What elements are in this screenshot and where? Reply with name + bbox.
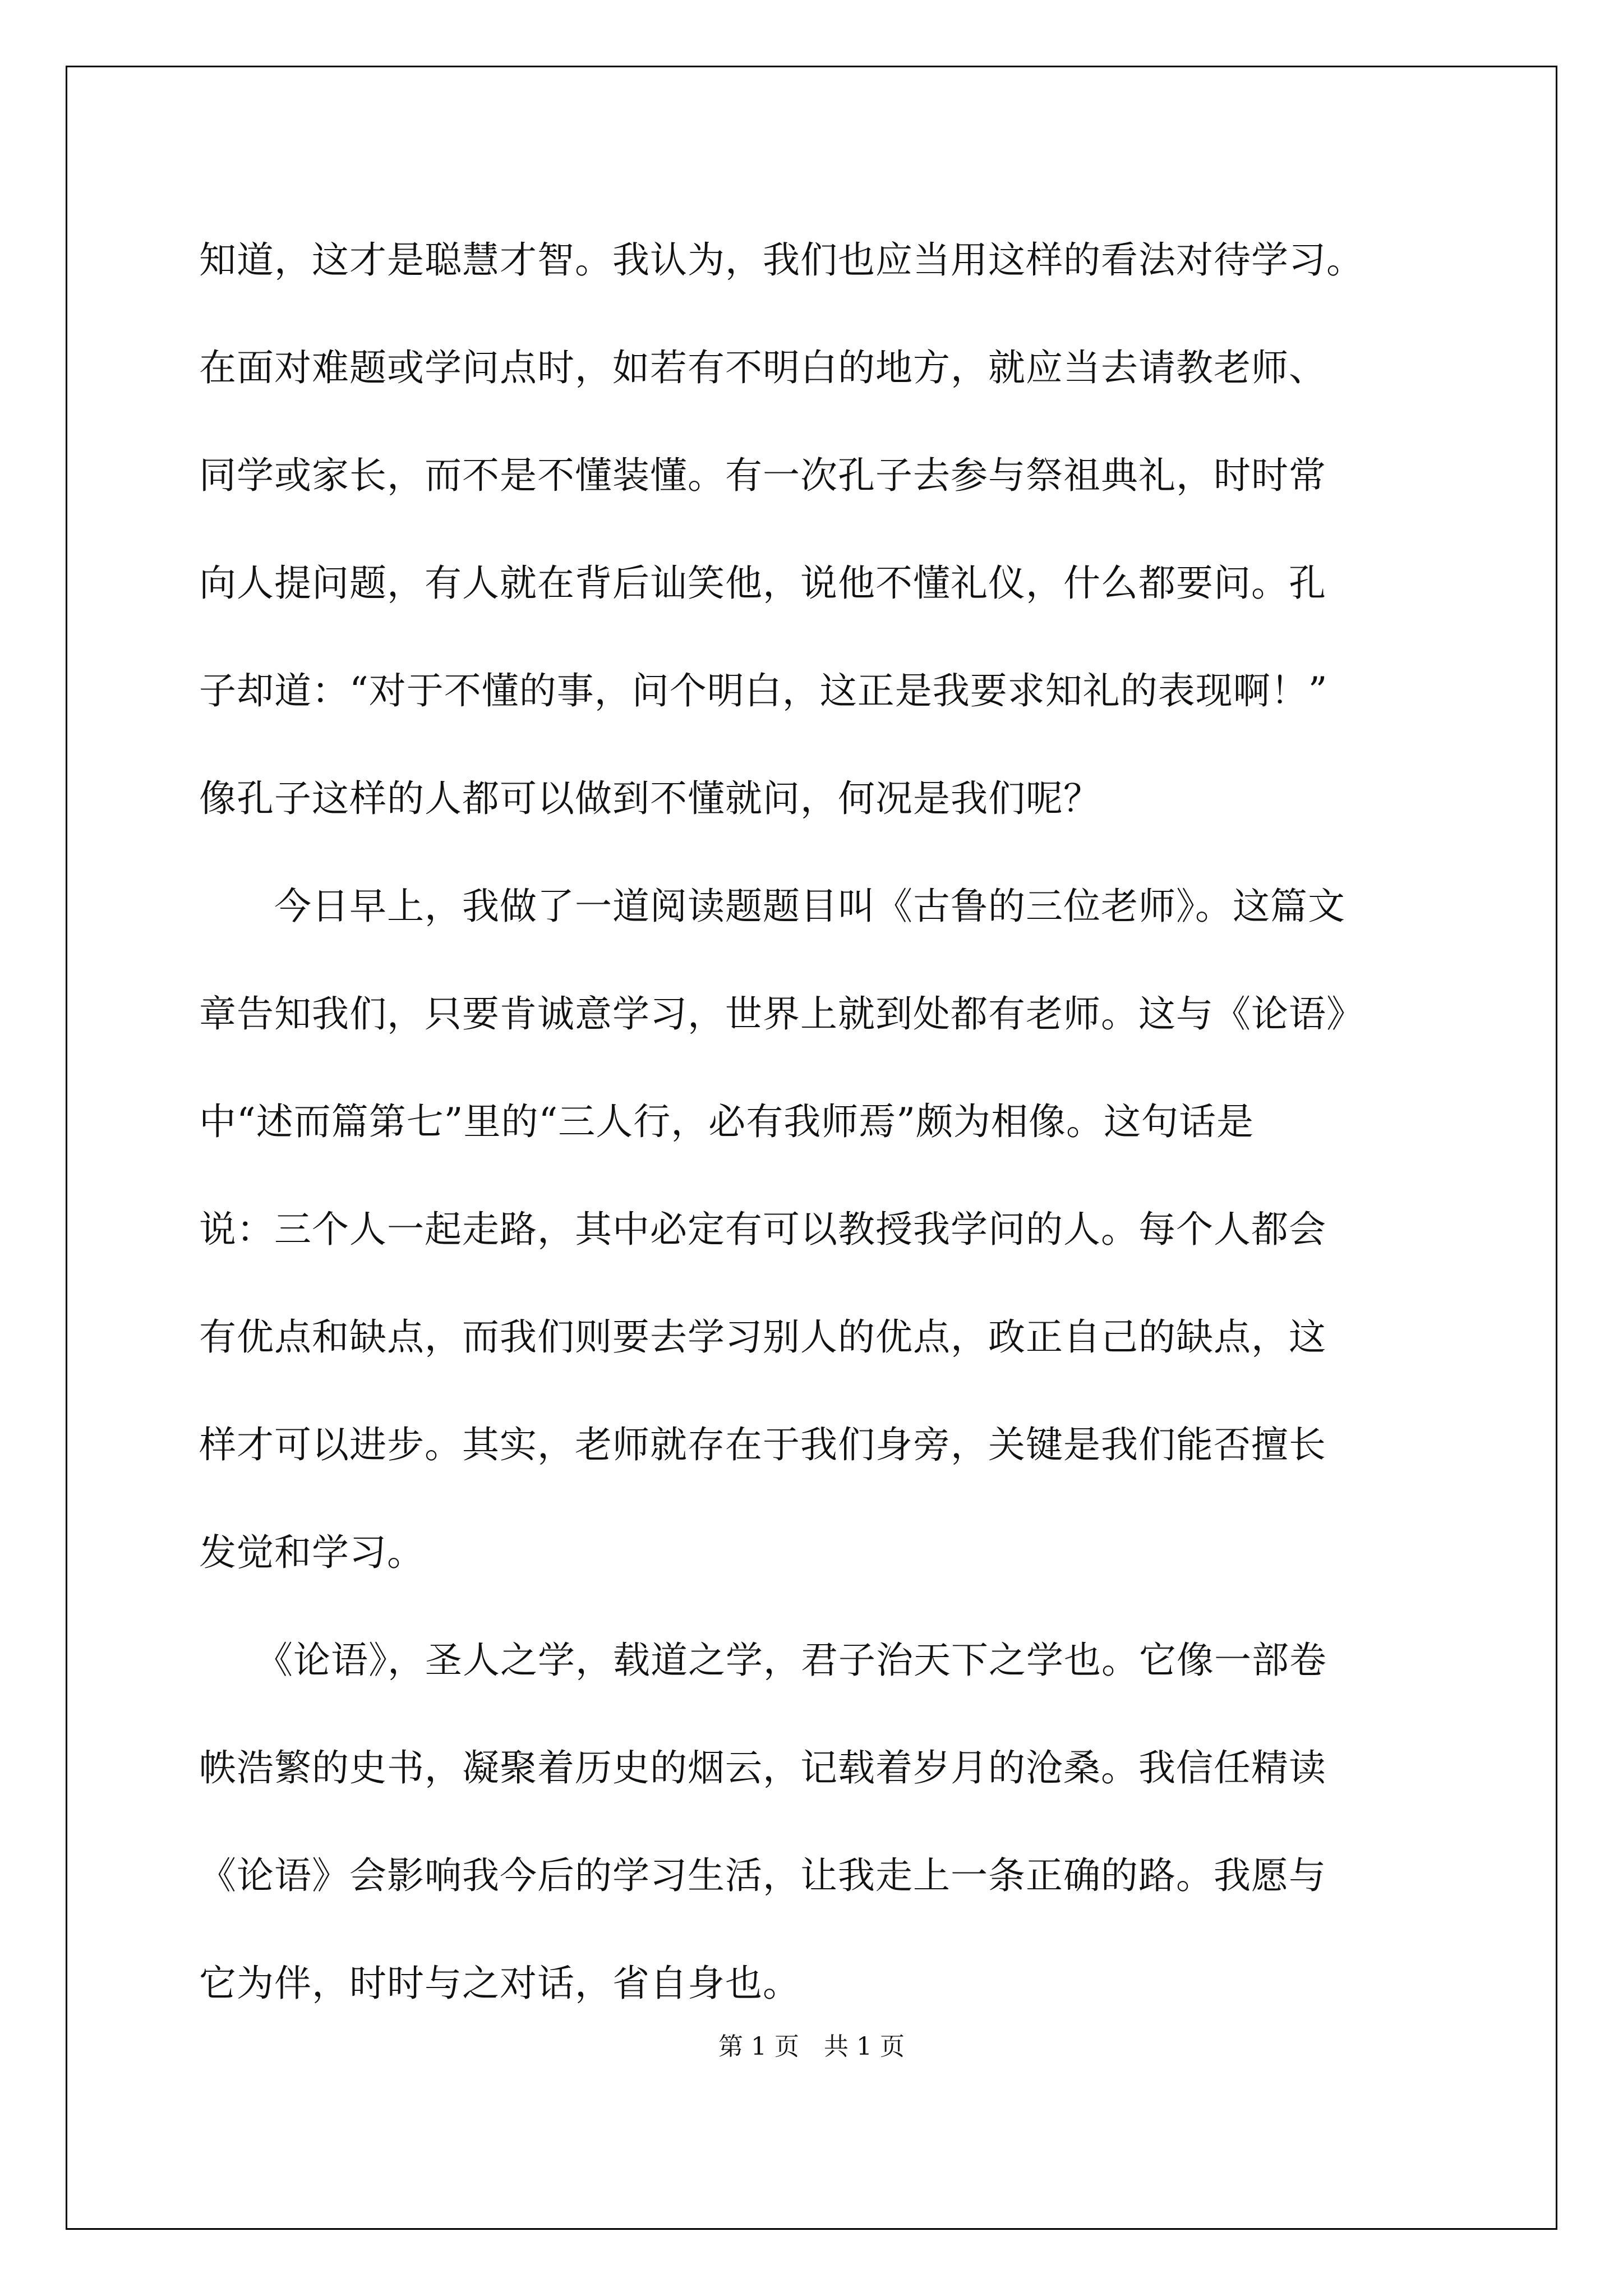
text-line: 章告知我们，只要肯诚意学习，世界上就到处都有老师。这与《论语》 [199,992,1364,1036]
text-line: 今日早上，我做了一道阅读题题目叫《古鲁的三位老师》。这篇文 [199,885,1345,928]
text-line: 样才可以进步。其实，老师就存在于我们身旁，关键是我们能否擅长 [199,1423,1326,1466]
text-line: 知道，这才是聪慧才智。我认为，我们也应当用这样的看法对待学习。 [199,238,1364,282]
text-line: 在面对难题或学问点时，如若有不明白的地方，就应当去请教老师、 [199,346,1326,389]
text-line: 有优点和缺点，而我们则要去学习别人的优点，政正自己的缺点，这 [199,1315,1326,1359]
page-number-footer: 第 1 页 共 1 页 [718,2032,905,2061]
text-line: 中“述而篇第七”里的“三人行，必有我师焉”颇为相像。这句话是 [199,1100,1254,1143]
text-line: 向人提问题，有人就在背后讪笑他，说他不懂礼仪，什么都要问。孔 [199,562,1326,605]
text-line: 子却道：“对于不懂的事，问个明白，这正是我要求知礼的表现啊！” [199,669,1328,712]
text-line: 说：三个人一起走路，其中必定有可以教授我学问的人。每个人都会 [199,1208,1326,1251]
text-line: 《论语》，圣人之学，载道之学，君子治天下之学也。它像一部卷 [199,1639,1327,1682]
text-line: 帙浩繁的史书，凝聚着历史的烟云，记载着岁月的沧桑。我信任精读 [199,1746,1326,1789]
text-line: 像孔子这样的人都可以做到不懂就问，何况是我们呢？ [199,777,1101,820]
text-line: 发觉和学习。 [199,1531,425,1574]
text-line: 它为伴，时时与之对话，省自身也。 [199,1962,800,2005]
text-line: 同学或家长，而不是不懂装懂。有一次孔子去参与祭祖典礼，时时常 [199,454,1326,497]
document-body [199,206,1433,2037]
text-line: 《论语》会影响我今后的学习生活，让我走上一条正确的路。我愿与 [199,1854,1326,1897]
